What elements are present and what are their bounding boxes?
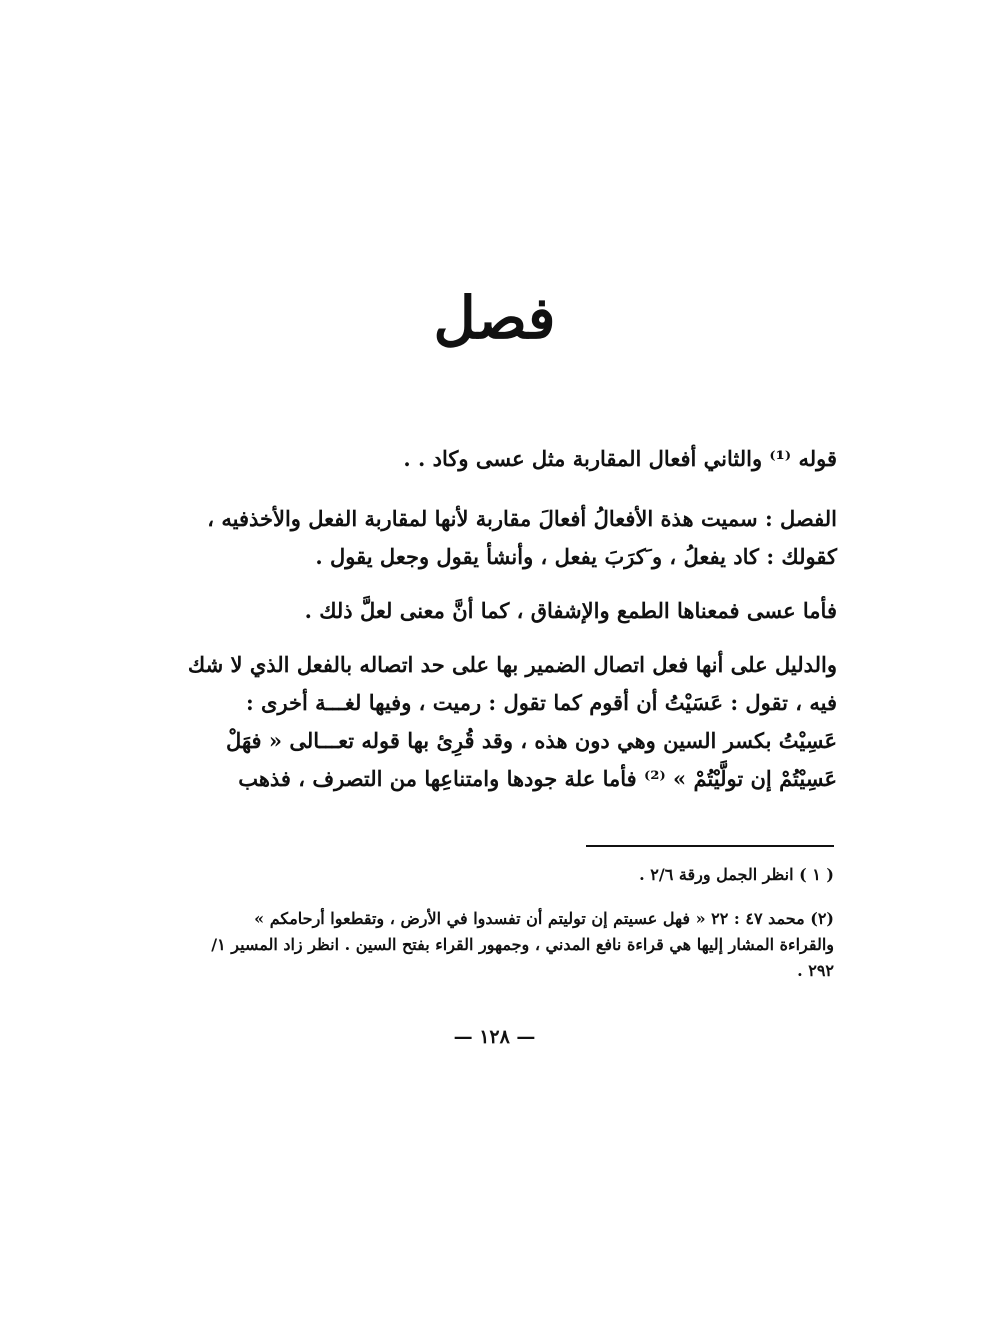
paragraph-asa	[147, 592, 837, 630]
text-line: والدليل على أنها فعل اتصال الضمير بها على حد اتصاله بالفعل الذي لا شك	[187, 652, 837, 677]
footnote-1	[144, 862, 834, 888]
paragraph-evidence	[147, 646, 837, 798]
footnote-line: والقراءة المشار إليها هي قراءة نافع المدني ، وجمهور القراء بفتح السين . انظر زاد المسير ١/	[211, 935, 834, 954]
section-term: الفصل :	[764, 506, 837, 531]
footnote-divider	[586, 845, 834, 847]
footnote-line: ( ١ ) انظر الجمل ورقة ٢/٦ .	[639, 865, 834, 884]
text-line: فأما عسى فمعناها الطمع والإشفاق ، كما أنَّ معنى لعلَّ ذلك .	[304, 598, 837, 623]
footnote-line: (٢) محمد ٤٧ : ٢٢ « فهل عسيتم إن توليتم أن تفسدوا في الأرض ، وتقطعوا أرحامكم »	[254, 909, 834, 928]
text-line: عَسِيْتُ بكسر السين وهي دون هذه ، وقد قُرِئ بها قوله تعـــالى « فهَلْ	[225, 728, 837, 753]
text-line	[147, 500, 837, 538]
text-line: فيه ، تقول : عَسَيْتُ أن أقوم كما تقول : رميت ، وفيها لغـــة أخرى :	[245, 690, 837, 715]
text-line: قوله ⁽¹⁾ والثاني أفعال المقاربة مثل عسى وكاد . .	[403, 446, 837, 471]
paragraph-quote	[147, 440, 837, 478]
footnote-line: ٢٩٢ .	[797, 961, 834, 980]
text-line-rest: سميت هذة الأفعالُ أفعالَ مقاربة لأنها لمقاربة الفعل والأخذفيه ،	[207, 506, 765, 531]
page-number: — ١٢٨ —	[453, 1026, 536, 1048]
chapter-heading: فصل	[433, 284, 556, 352]
footnote-2	[144, 906, 834, 984]
paragraph-section	[147, 500, 837, 576]
text-line: كقولك : كاد يفعلُ ، و َكرَبَ يفعل ، وأنشأ يقول وجعل يقول .	[315, 544, 837, 569]
text-line: عَسِيْتُمْ إن تولَّيْتُمْ » ⁽²⁾ فأما علة جودها وامتناعِها من التصرف ، فذهب	[238, 766, 837, 791]
